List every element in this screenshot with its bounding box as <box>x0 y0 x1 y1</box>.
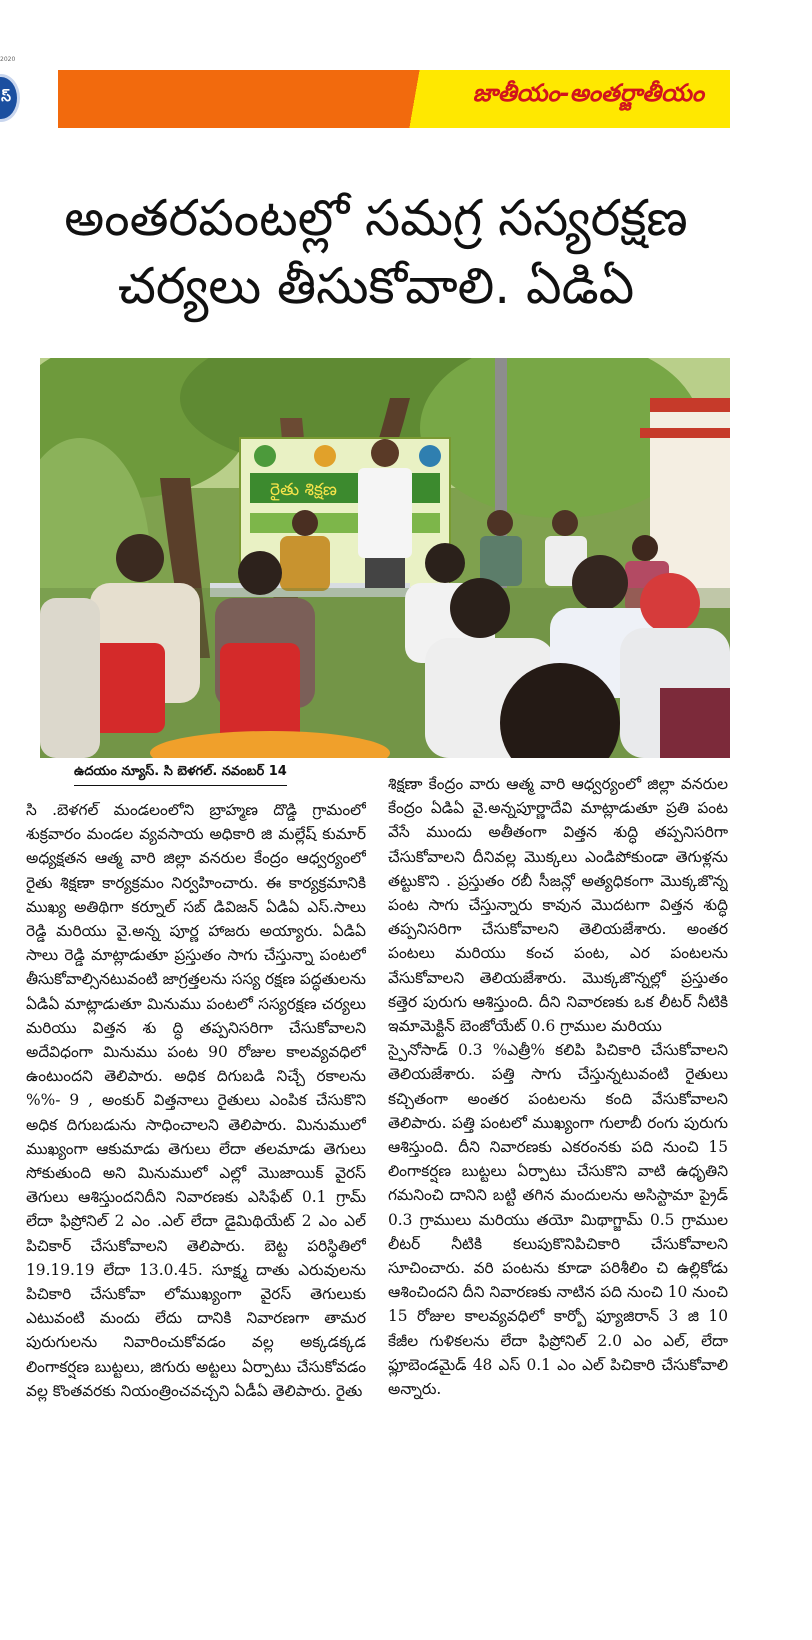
year-stamp: 2020 <box>0 56 16 63</box>
headline-line-1: అంతరపంటల్లో సమగ్ర సస్యరక్షణ <box>64 189 688 247</box>
photo-illustration <box>40 358 730 758</box>
byline: ఉదయం న్యూస్. సి బెళగల్. నవంబర్ 14 <box>74 764 287 786</box>
article-paragraph: సి .బెళగల్ మండలంలోని బ్రాహ్మణ దొడ్డి గ్రామంలో శుక్రవారం మండల వ్యవసాయ అధికారి జి మల్లేష్ కుమార్ అధ్యక్షతన ఆత్మ వారి జిల్లా వనరుల కేంద్రం ఆధ్వర్యంలో రైతు శిక్షణా కార్యక్రమం నిర్వహించారు. ఈ కార్యక్రమానికి ముఖ్య అతిథిగా కర్నూల్ సబ్ డివిజన్ ఏడిఏ ఎస్.సాలు రెడ్డి మరియు వై.అన్న పూర్ణ హాజరు అయ్యారు. ఏడిఏ సాలు రెడ్డి మాట్లాడుతూ ప్రస్తుతం సాగు చేస్తున్నా పంటలో తీసుకోవాల్సినటువంటి జాగ్రత్తలను సస్య రక్షణ పద్ధతులను ఏడిఏ మాట్లాడుతూ మినుము పంటలో సస్యరక్షణ చర్యలు మరియు విత్తన శు ద్ధి తప్పనిసరిగా చేసుకోవాలని అదేవిధంగా మినుము పంట 90 రోజుల కాలవ్యవధిలో ఉంటుందని తెలిపారు. అధిక దిగుబడి నిచ్చే రకాలను %%- 9 , అంకుర్ విత్తనాలు రైతులు ఎంపిక చేసుకొని అధిక దిగుబడును సాధించాలని తెలిపారు. మినుములో ముఖ్యంగా ఆకుమాడు తెగులు లేదా తలమాడు తెగులు సోకుతుంది అని మినుములో ఎల్లో మొజాయిక్ వైరస్ తెగులు ఆశిస్తుందనిదీని నివారణకు ఎసిఫేట్ 0.1 గ్రామ్ లేదా ఫిప్రోనిల్ 2 ఎం .ఎల్ లేదా డైమిథియేట్ 2 ఎం ఎల్ పిచికార్ చేసుకోవాలని తెలిపారు. బెట్ట పరిస్థితిలో 19.19.19 లేదా 13.0.45. సూక్ష్మ దాతు ఎరువులను పిచికారి చేసుకోవా లోముఖ్యంగా వైరస్ తెగులుకు ఎటువంటి మందు లేదు దానికి నివారణగా తామర పురుగులను నివారించుకోవడం వల్ల అక్కడక్కడ లింగాకర్షణ బుట్టలు, జిగురు అట్టలు ఏర్పాటు చేసుకోవడం వల్ల కొంతవరకు నియంత్రించవచ్చని ఏడీఏ తెలిపారు. రైతు <box>26 801 366 1400</box>
article-column-left <box>26 798 366 1590</box>
section-label: జాతీయం-అంతర్జాతీయం <box>472 79 704 107</box>
newspaper-logo: స్ <box>0 74 20 122</box>
section-banner <box>58 70 730 128</box>
article-paragraph: శిక్షణా కేంద్రం వారు ఆత్మ వారి ఆధ్వర్యంలో జిల్లా వనరుల కేంద్రం ఏడిఏ వై.అన్నపూర్ణాదేవి మాట్లాడుతూ ప్రతి పంట వేసే ముందు అతీతంగా విత్తన శుద్ధి తప్పనిసరిగా చేసుకోవాలని దీనివల్ల మొక్కలు ఎండిపోకుండా తెగుళ్లను తట్టుకొని . ప్రస్తుతం రబీ సీజన్లో అత్యధికంగా మొక్కజొన్న పంట సాగు చేస్తున్నారు కావున మొదటగా విత్తన శుద్ధి తప్పనిసరిగా చేసుకోవాలని తెలియజేశారు. అంతర పంటలు మరియు కంచ పంట, ఎర పంటలను వేసుకోవాలని తెలియజేశారు. మొక్కజొన్నల్లో ప్రస్తుతం కత్తెర పురుగు ఆశిస్తుంది. దీని నివారణకు ఒక లీటర్ నీటికి ఇమామెక్టిన్ బెంజోయేట్ 0.6 గ్రాముల మరియు <box>388 775 728 1036</box>
article-column-right <box>388 772 728 1590</box>
headline <box>20 184 732 320</box>
news-photo <box>40 358 730 758</box>
headline-line-2: చర్యలు తీసుకోవాలి. ఏడిఏ <box>117 257 635 315</box>
article-paragraph: స్పైనోసాడ్ 0.3 %ఎత్రీ% కలిపి పిచికారి చేసుకోవాలని తెలియజేశారు. పత్తి సాగు చేస్తున్నటువంటి రైతులు కచ్చితంగా అంతర పంటలను కంది వేసుకోవాలని తెలిపారు. పత్తి పంటలో ముఖ్యంగా గులాబీ రంగు పురుగు ఆశిస్తుంది. దీని నివారణకు ఎకరంనకు పది నుంచి 15 లింగాకర్షణ బుట్టలు ఏర్పాటు చేసుకొని వాటి ఉధృతిని గమనించి దానిని బట్టి తగిన మందులను అసిస్టామా ప్రైడ్ 0.3 గ్రాములు మరియు తయో మిథాగ్జామ్ 0.5 గ్రాముల లీటర్ నీటికి కలుపుకొనిపిచికారి చేసుకోవాలని సూచించారు. వరి పంటను కూడా పరిశీలిం చి ఉల్లికోడు ఆశించిందని దీని నివారణకు నాటిన పది నుంచి 10 నుంచి 15 రోజుల కాలవ్యవధిలో కార్బో ఫ్యూజిరాన్ 3 జి 10 కేజీల గుళికలను లేదా ఫిప్రోనిల్ 2.0 ఎం ఎల్, లేదా ఫ్లూబెండమైడ్ 48 ఎస్ 0.1 ఎం ఎల్ పిచికారి చేసుకోవాలి అన్నారు. <box>388 1041 728 1399</box>
photo-banner-text: రైతు శిక్షణ <box>270 480 337 500</box>
